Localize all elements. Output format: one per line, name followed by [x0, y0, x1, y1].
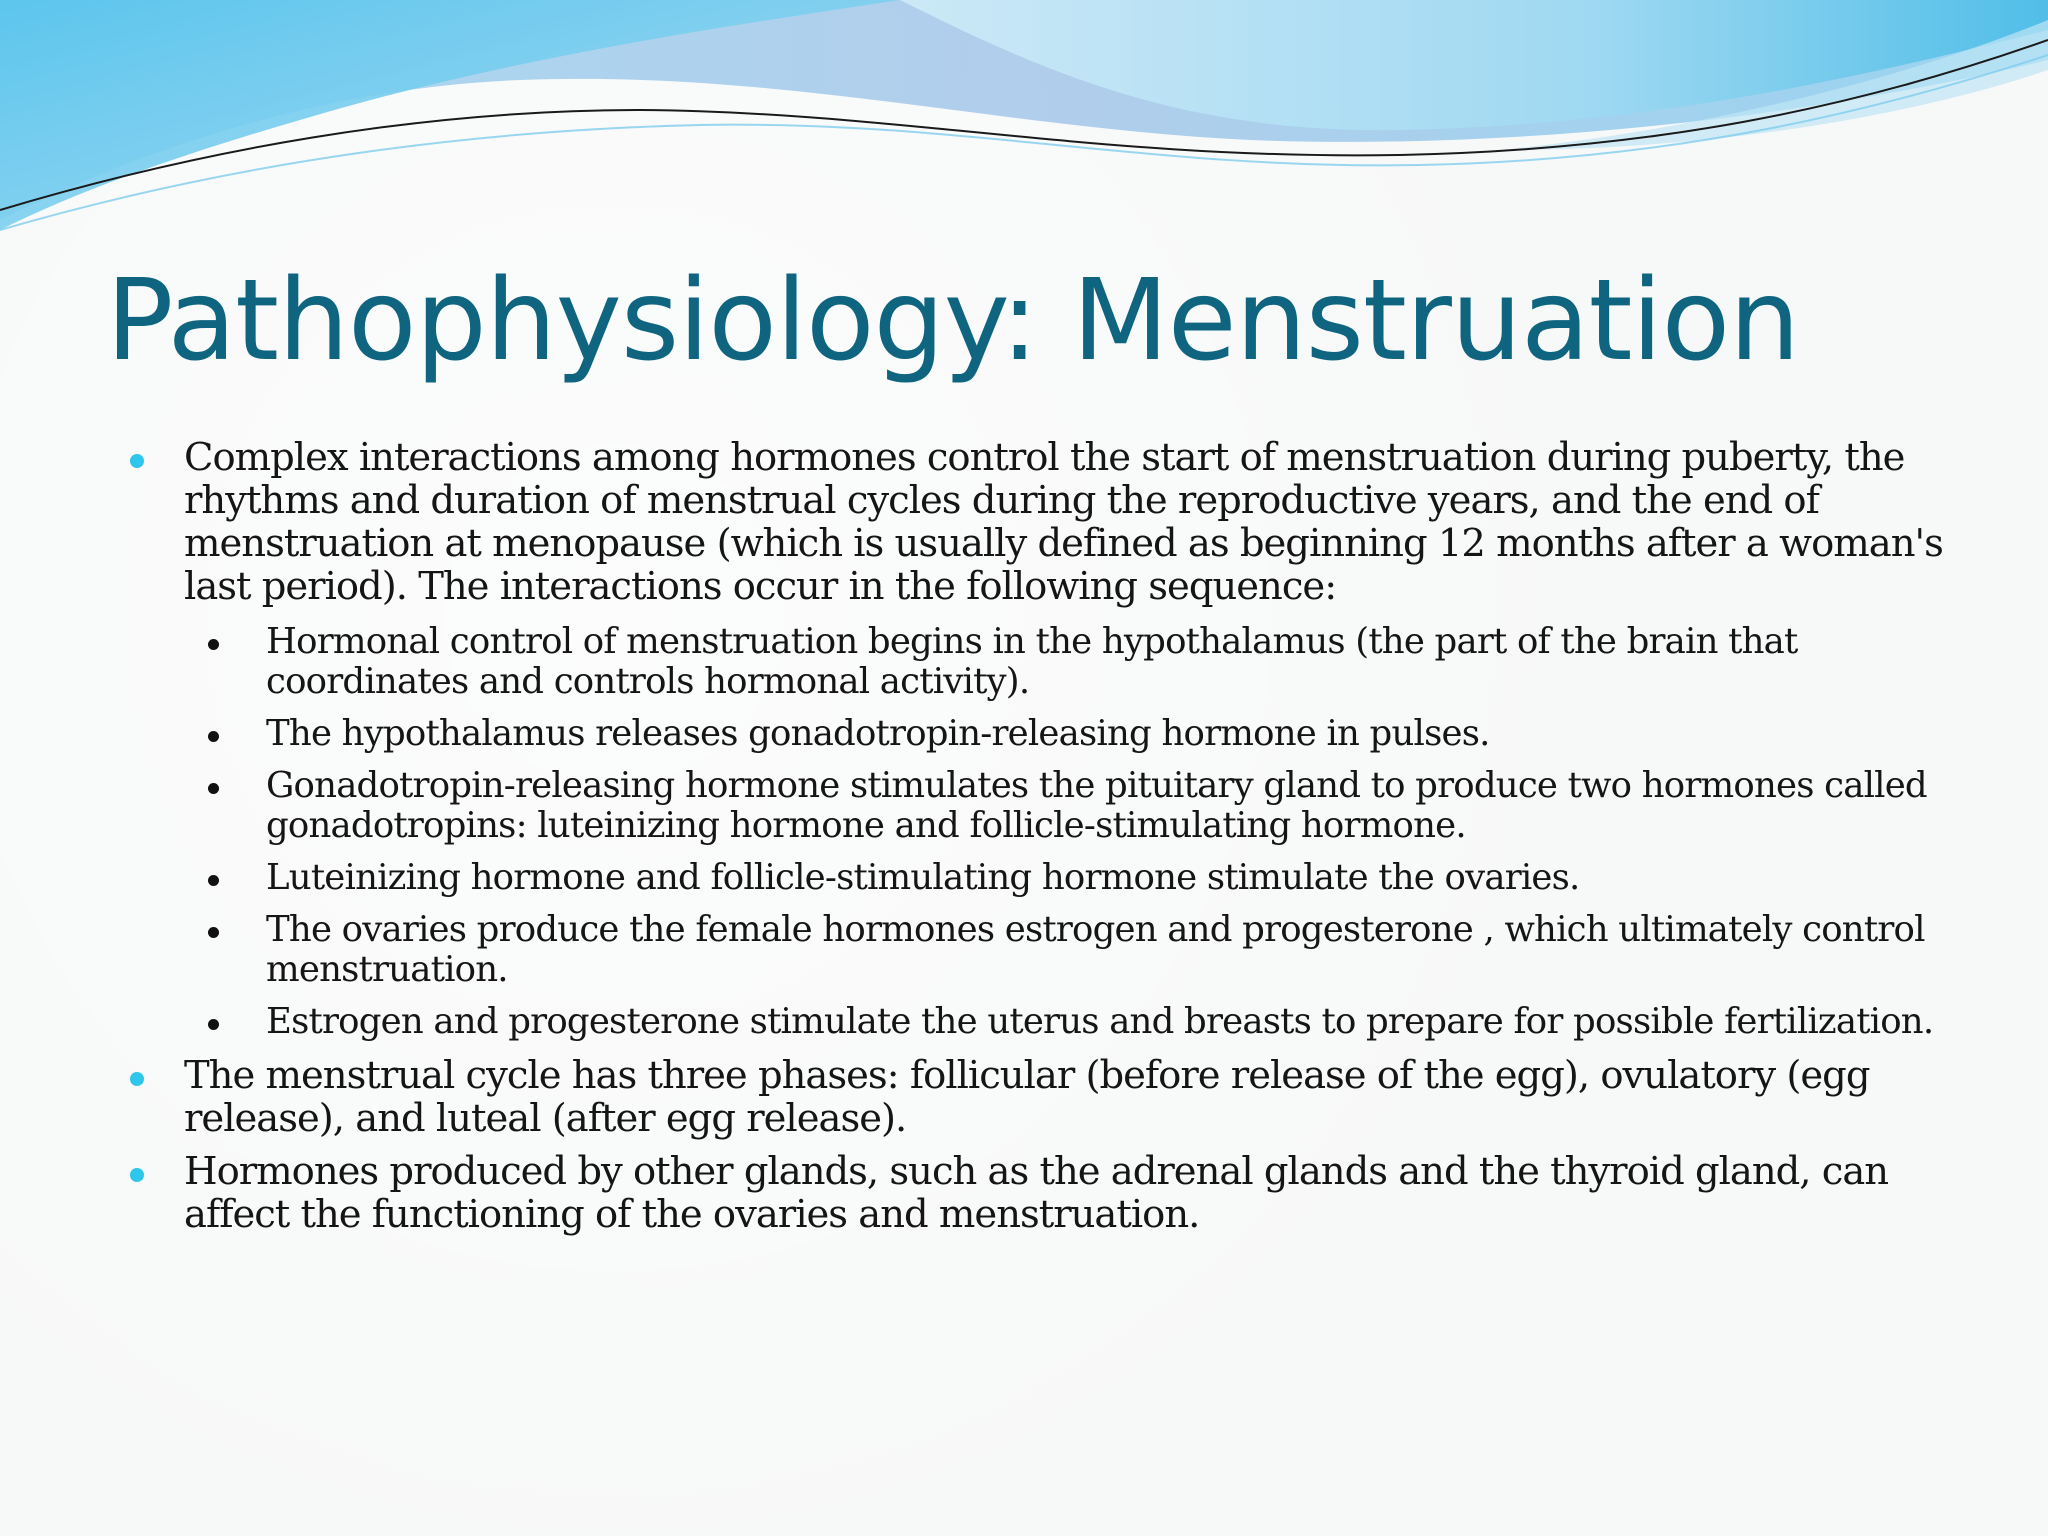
- sub-bullet-text: Estrogen and progesterone stimulate the uterus and breasts to prepare for possible fertilization.: [266, 1001, 1934, 1042]
- slide-title: Pathophysiology: Menstruation: [106, 256, 1800, 386]
- bullet-item: [120, 1054, 1950, 1140]
- sub-bullet-item: [184, 766, 1950, 846]
- sub-bullet-dot-icon: [208, 875, 219, 886]
- sub-bullet-item: [184, 1002, 1950, 1042]
- slide-content: [120, 436, 1950, 1246]
- bullet-text: The menstrual cycle has three phases: follicular (before release of the egg), ovulatory (egg release), and luteal (after egg release).: [184, 1053, 1870, 1141]
- sub-bullet-item: [184, 714, 1950, 754]
- bullet-item: [120, 1150, 1950, 1236]
- bullet-dot-icon: [130, 1168, 144, 1182]
- sub-bullet-dot-icon: [208, 639, 219, 650]
- sub-bullet-text: Luteinizing hormone and follicle-stimulating hormone stimulate the ovaries.: [266, 857, 1580, 898]
- sub-bullet-dot-icon: [208, 783, 219, 794]
- sub-bullet-list: [184, 622, 1950, 1042]
- bullet-item: [120, 436, 1950, 1042]
- bullet-dot-icon: [130, 454, 144, 468]
- bullet-dot-icon: [130, 1072, 144, 1086]
- sub-bullet-dot-icon: [208, 1019, 219, 1030]
- sub-bullet-text: Gonadotropin-releasing hormone stimulates the pituitary gland to produce two hormones called gonadotropins: luteinizing hormone and follicle-stimulating hormone.: [266, 765, 1927, 846]
- sub-bullet-item: [184, 622, 1950, 702]
- sub-bullet-text: The ovaries produce the female hormones estrogen and progesterone , which ultimately control menstruation.: [266, 909, 1925, 990]
- bullet-text: Hormones produced by other glands, such as the adrenal glands and the thyroid gland, can affect the functioning of the ovaries and menstruation.: [184, 1149, 1889, 1237]
- bullet-list: [120, 436, 1950, 1236]
- sub-bullet-text: The hypothalamus releases gonadotropin-releasing hormone in pulses.: [266, 713, 1490, 754]
- sub-bullet-item: [184, 858, 1950, 898]
- bullet-text: Complex interactions among hormones control the start of menstruation during puberty, the rhythms and duration of menstrual cycles during the reproductive years, and the end of menstruation at menopause (which is usually defined as beginning 12 months after a woman's last period). The interactions occur in the following sequence:: [184, 435, 1943, 609]
- sub-bullet-item: [184, 910, 1950, 990]
- sub-bullet-dot-icon: [208, 731, 219, 742]
- sub-bullet-text: Hormonal control of menstruation begins in the hypothalamus (the part of the brain that coordinates and controls hormonal activity).: [266, 621, 1798, 702]
- header-wave-decoration: [0, 0, 2048, 240]
- sub-bullet-dot-icon: [208, 927, 219, 938]
